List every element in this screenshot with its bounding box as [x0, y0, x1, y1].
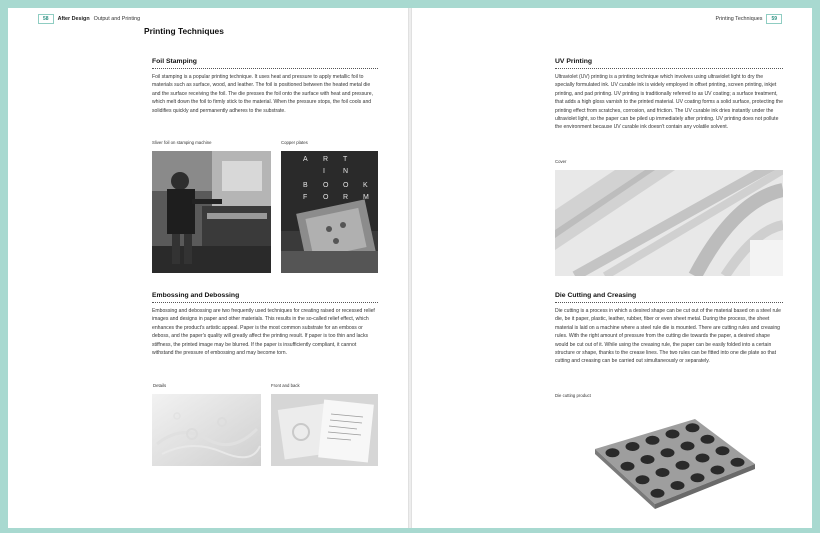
foil-stamping-heading: Foil Stamping	[152, 58, 378, 69]
embossing-section	[152, 292, 378, 357]
chapter-name: After Design	[57, 16, 90, 22]
emboss-details-photo	[152, 394, 261, 466]
die-cut-hole	[731, 458, 745, 467]
die-cut-hole	[691, 473, 705, 482]
die-cut-hole	[646, 436, 660, 445]
die-cut-hole	[711, 466, 725, 475]
die-cutting-heading: Die Cutting and Creasing	[555, 292, 783, 303]
plate-letter: I	[323, 168, 325, 175]
embossing-body: Embossing and debossing are two frequently used techniques for creating raised or recessed relief images and designs in paper and other materials. This results in the so-called relief effect, which enhances the product's artistic appeal. Paper is the most common substrate for an emboss or deboss, and the paper's quality will greatly affect the printing result. If paper is too thin and lacks stiffness, the printed image may be blurred. If the paper is insufficiently compliant, it cannot withstand the pressure of embossing and may become torn.	[152, 308, 375, 357]
plate-letter: K	[363, 182, 368, 189]
plate-letter: O	[343, 182, 349, 189]
die-caption-product: Die cutting product	[555, 393, 591, 398]
emboss-caption-front-back: Front and back	[271, 383, 300, 388]
uv-printing-heading: UV Printing	[555, 58, 783, 69]
die-cutting-body: Die cutting is a process in which a desired shape can be cut out of the material based on a steel rule die, be it paper, plastic, leather, rubber, fiber or even sheet metal. During the process, the sheet material is laid on a machine where a steel rule die is mounted. There are cutting rules and creasing rules. With the right amount of pressure from the cutting die towards the paper, a desired shape would be cut out of it. While using the creasing rule, the paper can be easily folded into a certain structure or shape, thanks to the crease lines. The two rules can be fitted into one die plate so that cutting and creasing can be carried out simultaneously or separately.	[555, 308, 781, 365]
right-running-header	[715, 14, 782, 24]
uv-caption-cover: Cover	[555, 159, 567, 164]
plate-letter: R	[343, 194, 349, 201]
die-cut-hole	[681, 442, 695, 451]
stamping-machine-photo	[152, 151, 271, 273]
page-title: Printing Techniques	[144, 26, 224, 36]
die-cut-hole	[696, 454, 710, 463]
die-cut-hole	[666, 430, 680, 439]
die-cutting-section	[555, 292, 783, 366]
plate-letter: O	[323, 194, 329, 201]
foil-stamping-section	[152, 58, 378, 115]
uv-printing-section	[555, 58, 783, 132]
right-page-number: 59	[766, 14, 782, 24]
die-cut-hole	[686, 423, 700, 432]
die-cut-hole	[626, 442, 640, 451]
uv-printing-body: Ultraviolet (UV) printing is a printing technique which involves using ultraviolet light to dry the specially formulated ink. UV curable ink is widely employed in offset printing, screen printing, inkjet printing, and pad printing. UV printing is traditionally referred to as UV coating; a surface treatment, that adds a high gloss varnish to the printed material. UV coating forms a solid surface, protecting the printing effect from scratches, corrosion, and friction. The UV curable ink dries instantly under the ultraviolet light, so the paper can be piled up immediately after printing. UV printing does not pollute the environment because UV curable ink doesn't contain any volatile solvent.	[555, 74, 783, 131]
embossing-heading: Embossing and Debossing	[152, 292, 378, 303]
die-cut-hole	[701, 435, 715, 444]
die-cut-hole	[641, 455, 655, 464]
left-page-number: 58	[38, 14, 54, 24]
plate-letter: M	[363, 194, 369, 201]
plate-letter: T	[343, 156, 348, 163]
plate-letter: O	[323, 182, 329, 189]
right-section-name: Printing Techniques	[715, 16, 763, 22]
plate-letter: F	[303, 194, 308, 201]
emboss-front-back-photo	[271, 394, 378, 466]
die-cut-hole	[606, 448, 620, 457]
plate-letter: B	[303, 182, 308, 189]
foil-stamping-body: Foil stamping is a popular printing technique. It uses heat and pressure to apply metallic foil to materials such as surface, wood, and leather. The foil is positioned between the heated metal die and the surface receiving the foil. The die presses the foil onto the surface with heat and pressure, which melt down the foil to firmly stick to the material. When the pressure stops, the foil cools and solidifies quickly and permanently adheres to the substrate.	[152, 74, 374, 114]
plate-letter: N	[343, 168, 349, 175]
left-running-header	[38, 14, 140, 24]
die-cut-product-photo	[555, 404, 783, 514]
die-cut-hole	[716, 446, 730, 455]
die-cut-hole	[651, 489, 665, 498]
section-name: Output and Printing	[93, 16, 141, 22]
die-cut-hole	[636, 475, 650, 484]
foil-caption-plates: Copper plates	[281, 140, 308, 145]
die-cut-hole	[676, 461, 690, 470]
die-cut-hole	[671, 481, 685, 490]
copper-plates-photo	[281, 151, 378, 273]
die-cut-hole	[656, 468, 670, 477]
plate-letter: A	[303, 156, 308, 163]
uv-cover-photo	[555, 170, 783, 276]
foil-caption-machine: Sliver foil on stamping machine	[152, 140, 212, 145]
die-cut-hole	[621, 462, 635, 471]
emboss-caption-details: Details	[153, 383, 167, 388]
die-cut-hole	[661, 448, 675, 457]
plate-letter: R	[323, 156, 329, 163]
